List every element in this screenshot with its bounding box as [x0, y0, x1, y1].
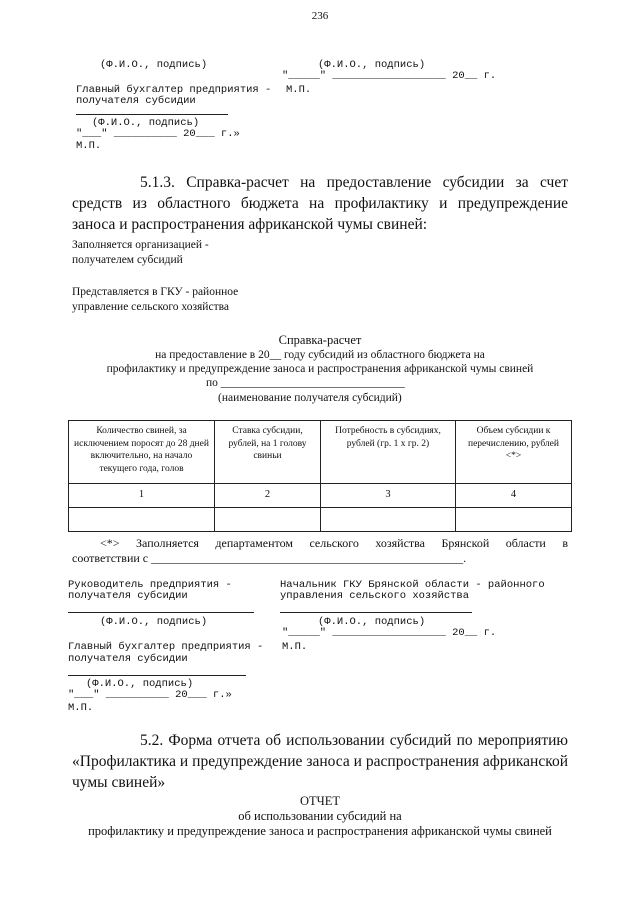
head-label: управления сельского хозяйства [280, 590, 470, 602]
table-cell [456, 508, 572, 532]
stamp-place: М.П. [286, 84, 312, 96]
head-label: Начальник ГКУ Брянской области - районного [280, 579, 545, 591]
table-header-cell: Количество свиней, за исключением поросят до 28 дней включительно, на начало текущего года, голов [69, 421, 215, 484]
table-header-cell: Потребность в субсидиях, рублей (гр. 1 x гр. 2) [321, 421, 456, 484]
stamp-place: М.П. [76, 140, 102, 152]
table-cell: 2 [215, 484, 321, 508]
signature-line [68, 675, 246, 676]
table-cell: 1 [69, 484, 215, 508]
table-cell [215, 508, 321, 532]
table-cell [321, 508, 456, 532]
head-label: Руководитель предприятия - [68, 579, 232, 591]
fill-note-line: Заполняется организацией - [72, 239, 209, 251]
signature-caption: (Ф.И.О., подпись) [318, 616, 426, 628]
recipient-label: получателя субсидии [76, 95, 196, 107]
signature-line [280, 612, 472, 613]
chief-accountant-label: Главный бухгалтер предприятия - [76, 84, 272, 96]
section-heading-5-2: 5.2. Форма отчета об использовании субсидий по мероприятию «Профилактика и предупреждение заноса и распространения африканской чумы свиней» [72, 732, 568, 791]
table-header-row [69, 421, 572, 484]
signature-caption: (Ф.И.О., подпись) [86, 678, 194, 690]
stamp-place: М.П. [282, 641, 308, 653]
signature-caption: (Ф.И.О., подпись) [100, 616, 208, 628]
date-field: "_____" __________________ 20__ г. [282, 70, 497, 82]
signature-line [68, 612, 254, 613]
document-subtitle: на предоставление в 20__ году субсидий из областного бюджета на [155, 349, 485, 361]
table-row [69, 508, 572, 532]
footnote: соответствии с ____________________________________________________. [72, 551, 467, 565]
submit-note-line: Представляется в ГКУ - районное [72, 286, 239, 298]
page-number: 236 [311, 10, 329, 22]
report-subtitle: профилактику и предупреждение заноса и распространения африканской чумы свиней [88, 824, 552, 838]
date-field: "_____" __________________ 20__ г. [282, 627, 497, 639]
head-label: получателя субсидии [68, 590, 188, 602]
signature-caption: (Ф.И.О., подпись) [318, 59, 426, 71]
footnote: <*> Заполняется департаментом сельского хозяйства Брянской области в [100, 536, 568, 550]
table-header-cell: Ставка субсидии, рублей, на 1 голову свиньи [215, 421, 321, 484]
signature-line [76, 114, 228, 115]
fill-note-line: получателем субсидий [72, 254, 183, 266]
document-subtitle: профилактику и предупреждение заноса и распространения африканской чумы свиней [106, 363, 534, 375]
recipient-label: получателя субсидии [68, 653, 188, 665]
table-cell: 4 [456, 484, 572, 508]
signature-caption: (Ф.И.О., подпись) [100, 59, 208, 71]
recipient-field: по ________________________________ [206, 377, 405, 389]
section-heading-5-1-3: 5.1.3. Справка-расчет на предоставление субсидии за счет средств из областного бюджета на профилактику и предупреждение заноса и распространения африканской чумы свиней: [72, 174, 568, 233]
recipient-caption: (наименование получателя субсидий) [218, 392, 402, 404]
table-number-row [69, 484, 572, 508]
document-title: Справка-расчет [278, 333, 362, 347]
chief-accountant-label: Главный бухгалтер предприятия - [68, 641, 264, 653]
report-subtitle: об использовании субсидий на [238, 809, 402, 823]
stamp-place: М.П. [68, 702, 94, 714]
calculation-table [68, 420, 572, 532]
table-header-cell: Объем субсидии к перечислению, рублей <*> [456, 421, 572, 484]
date-field: "___" __________ 20___ г.» [76, 128, 240, 140]
date-field: "___" __________ 20___ г.» [68, 689, 232, 701]
report-title: ОТЧЕТ [299, 794, 341, 808]
submit-note-line: управление сельского хозяйства [72, 301, 229, 313]
signature-caption: (Ф.И.О., подпись) [92, 117, 200, 129]
table-cell: 3 [321, 484, 456, 508]
table-cell [69, 508, 215, 532]
